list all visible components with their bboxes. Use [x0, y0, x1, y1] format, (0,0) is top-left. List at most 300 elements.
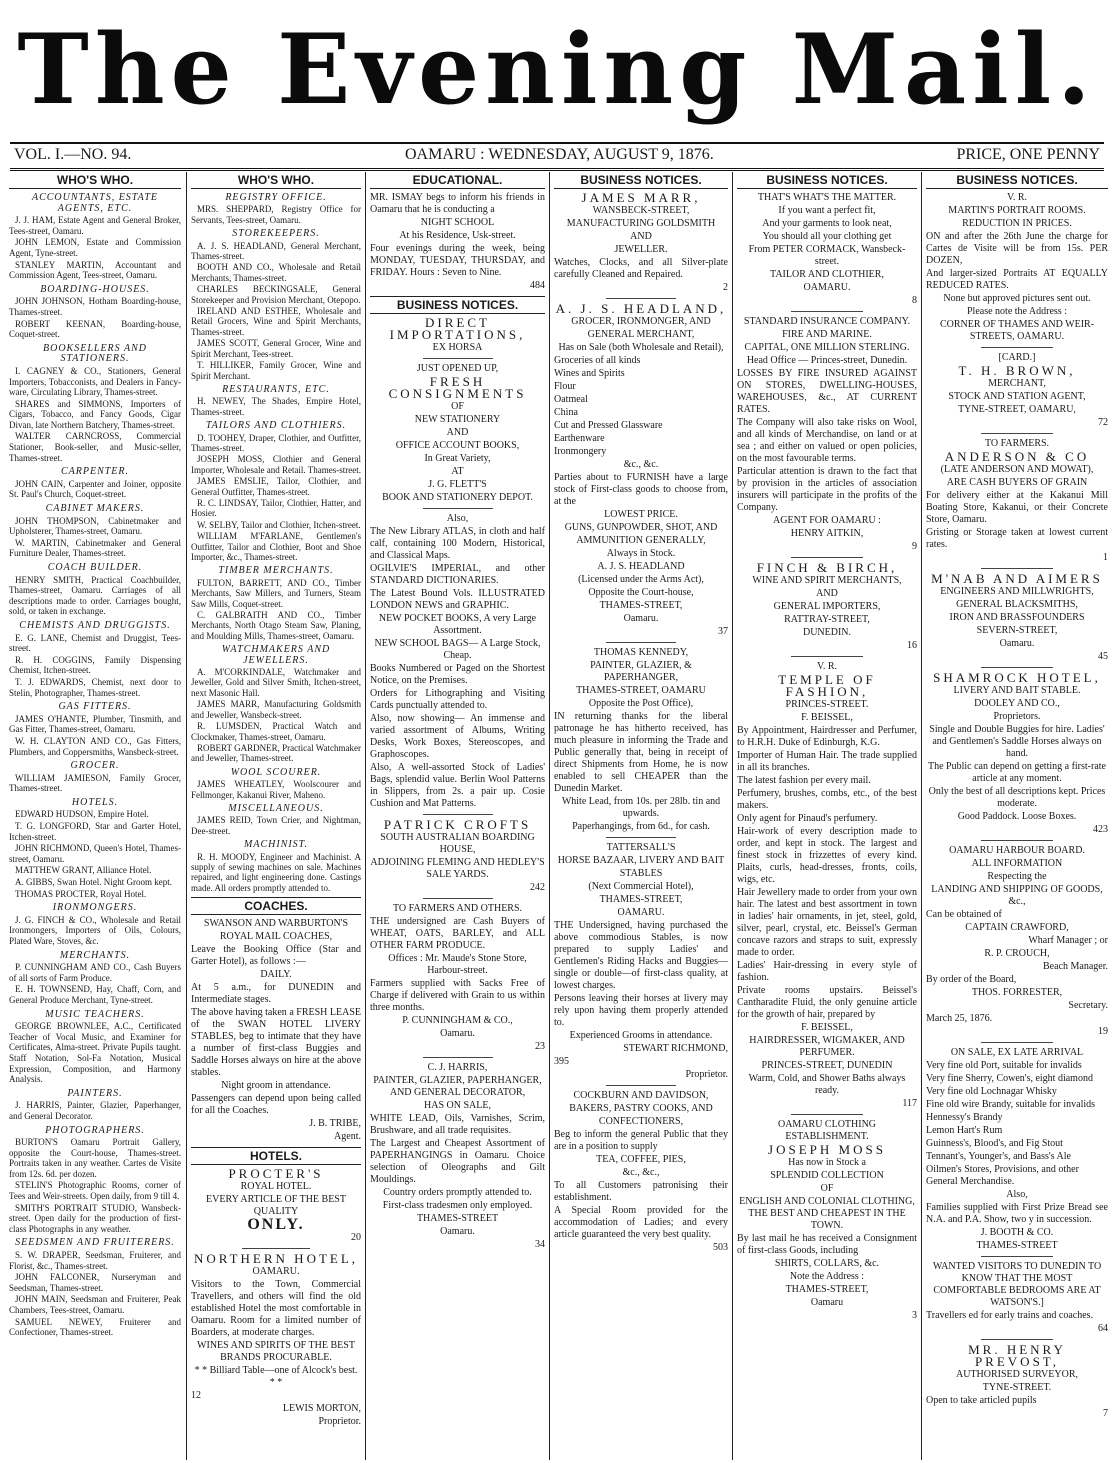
directory-entry: ROBERT GARDNER, Practical Watchmaker and Jeweller, Thames-street.	[191, 742, 361, 764]
divider	[423, 508, 493, 509]
divider	[791, 311, 863, 312]
advert-text: MERCHANT,	[988, 378, 1046, 389]
advert-title: OAMARU HARBOUR BOARD.	[949, 845, 1085, 856]
advert-number: 2	[723, 282, 728, 293]
directory-entry: J. HARRIS, Painter, Glazier, Paperhanger, and General Decorator.	[9, 1100, 181, 1121]
advert-text: THAMES-STREET,	[599, 600, 683, 611]
directory-entry: JOHN FALCONER, Nurseryman and Seedsman, Thames-street.	[9, 1272, 181, 1293]
directory-entry: W. MARTIN, Cabinetmaker and General Furniture Dealer, Thames-street.	[9, 537, 181, 559]
column-2-whos-who	[188, 172, 364, 1460]
advert-text: DAILY.	[260, 969, 292, 981]
advert-text: WINES AND SPIRITS OF THE BEST BRANDS PROCURABLE.	[197, 1340, 355, 1364]
directory-entry: ROBERT KEENAN, Boarding-house, Coquet-street.	[9, 318, 181, 340]
advert-text: ADJOINING FLEMING AND HEDLEY'S SALE YARDS.	[370, 857, 545, 880]
directory-entry: MATTHEW GRANT, Alliance Hotel.	[15, 865, 152, 876]
masthead-title: The Evening Mail.	[17, 13, 1097, 126]
advert-text: DUNEDIN.	[802, 627, 852, 638]
advert-text: Country orders promptly attended to.	[383, 1187, 532, 1198]
directory-entry: JAMES O'HANTE, Plumber, Tinsmith, and Gas Fitter, Thames-street, Oamaru.	[9, 713, 181, 735]
advert-text: Oamaru.	[999, 638, 1035, 649]
category-heading: PHOTOGRAPHERS.	[45, 1124, 145, 1136]
advert-text: Oilmen's Stores, Provisions, and other General Merchandise.	[926, 1164, 1079, 1187]
advert-text: CONFECTIONERS,	[598, 1116, 684, 1127]
advert-text: Good Paddock. Loose Boxes.	[957, 811, 1077, 822]
advert-text: CAPITAL, ONE MILLION STERLING.	[744, 342, 910, 353]
beissel-hairdresser-advert	[737, 661, 917, 1110]
advert-text: GENERAL MERCHANT,	[587, 329, 695, 340]
advert-text: (Next Commercial Hotel),	[588, 881, 694, 892]
divider	[981, 433, 1054, 434]
advert-text: THE undersigned are Cash Buyers of WHEAT, OATS, BARLEY, and ALL OTHER FARM PRODUCE.	[370, 916, 545, 951]
advert-text: DOOLEY AND CO.,	[974, 698, 1060, 709]
advert-title: PROCTER'S	[228, 1166, 324, 1182]
advert-subtitle: ROYAL HOTEL.	[240, 1181, 312, 1193]
advert-text: OFFICE ACCOUNT BOOKS,	[395, 440, 520, 451]
section-heading: BUSINESS NOTICES.	[737, 172, 917, 189]
advert-text: Passengers can depend upon being called for all the Coaches.	[191, 1093, 361, 1117]
advert-text: Families supplied with First Prize Bread see N.A. and P.A. Show, two y in succession.	[926, 1202, 1108, 1225]
advert-text: Also, A well-assorted Stock of Ladies' Bags, splendid value. Berlin Wool Patterns in Slippers, from 2s. a pair up. Cosie Cushion and Mat Patterns.	[370, 762, 545, 809]
advert-signature: THOS. FORRESTER,	[971, 987, 1063, 998]
advert-title: TO FARMERS AND OTHERS.	[392, 903, 523, 914]
category-heading: CARPENTER.	[60, 466, 130, 478]
advert-text: LIVERY AND BAIT STABLE.	[953, 685, 1081, 696]
advert-text: Cut and Pressed Glassware	[554, 420, 663, 431]
advert-text: Also,	[446, 513, 469, 524]
hotels-heading: HOTELS.	[191, 1147, 361, 1165]
advert-text: ONLY.	[247, 1216, 305, 1234]
advert-text: Watches, Clocks, and all Silver-plate carefully Cleaned and Repaired.	[554, 257, 728, 280]
advert-number: 16	[907, 640, 917, 651]
column-1-whos-who	[6, 172, 184, 1460]
tattersalls-advert	[554, 842, 728, 1081]
advert-text: SPLENDID COLLECTION	[770, 1170, 884, 1181]
category-heading: SEEDSMEN AND FRUITERERS.	[15, 1237, 175, 1249]
column-rule	[732, 172, 733, 1460]
advert-text: LANDING AND SHIPPING OF GOODS, &c.,	[931, 884, 1103, 907]
advert-text: Respecting the	[987, 871, 1047, 882]
advert-text: &c., &c.	[623, 459, 659, 470]
advert-text: FIRE AND MARINE.	[782, 329, 872, 340]
advert-text: STABLES	[619, 868, 663, 879]
advert-text: OAMARU.	[803, 282, 851, 293]
column-rule	[186, 172, 187, 1460]
advert-text: At 5 a.m., for DUNEDIN and Intermediate stages.	[191, 982, 361, 1006]
category-heading: CHEMISTS AND DRUGGISTS.	[19, 619, 171, 631]
directory-entry: E. G. LANE, Chemist and Druggist, Tees-street.	[9, 632, 181, 654]
directory-entry: JAMES REID, Town Crier, and Nightman, Dee-street.	[191, 815, 361, 836]
brown-merchant-advert	[926, 352, 1108, 429]
category-heading: MACHINIST.	[244, 839, 308, 851]
advert-text: Head Office — Princes-street, Dunedin.	[746, 355, 908, 366]
advert-text: THAMES-STREET,	[785, 1284, 869, 1295]
category-heading: GROCER.	[70, 760, 120, 772]
directory-entry: A. J. S. HEADLAND, General Merchant, Thames-street.	[191, 240, 361, 262]
advert-text: Experienced Grooms in attendance.	[569, 1030, 713, 1041]
advert-text: By Appointment, Hairdresser and Perfumer, to H.R.H. Duke of Edinburgh, K.G.	[737, 725, 917, 748]
advert-number: 72	[1098, 417, 1108, 428]
advert-title: JAMES MARR,	[581, 190, 701, 205]
advert-text: Very fine old Lochnagar Whisky	[926, 1086, 1057, 1097]
advert-number: 23	[535, 1041, 545, 1052]
section-heading: BUSINESS NOTICES.	[554, 172, 728, 189]
advert-title: PATRICK CROFTS	[383, 817, 532, 832]
advert-text: WHITE LEAD, Oils, Varnishes, Scrim, Brushware, and all trade requisites.	[370, 1113, 545, 1136]
advert-text: Only the best of all descriptions kept. Prices moderate.	[928, 786, 1106, 809]
advert-signature: P. CUNNINGHAM & CO.,	[402, 1015, 513, 1026]
advert-signature: J. B. TRIBE,	[309, 1118, 361, 1130]
advert-text: R. P. CROUCH,	[984, 948, 1050, 959]
finch-birch-advert	[737, 562, 917, 652]
advert-number: 9	[912, 541, 917, 552]
advert-title: MARTIN'S PORTRAIT ROOMS.	[948, 205, 1086, 216]
advert-text: RATTRAY-STREET,	[784, 614, 870, 625]
column-rule	[365, 172, 366, 1460]
prevost-surveyor-advert	[926, 1344, 1108, 1420]
category-heading: HOTELS.	[71, 796, 119, 808]
harbour-board-advert	[926, 845, 1108, 1038]
category-heading: ACCOUNTANTS, ESTATE AGENTS, ETC.	[31, 192, 159, 214]
advert-text: At his Residence, Usk-street.	[399, 230, 516, 241]
directory-entry: R. H. MOODY, Engineer and Machinist. A supply of sewing machines on sale. Machines repaired, and light engineering done. Castings made. All orders promptly attended to.	[191, 851, 361, 893]
advert-number: 8	[912, 295, 917, 306]
category-heading: REGISTRY OFFICE.	[225, 192, 327, 203]
cockburn-bakers-advert	[554, 1090, 728, 1254]
directory-entry: JOHN LEMON, Estate and Commission Agent, Tyne-street.	[9, 237, 181, 258]
advert-text: By order of the Board,	[926, 974, 1017, 985]
advert-text: Has now in Stock a	[788, 1157, 866, 1168]
category-heading: RESTAURANTS, ETC.	[222, 383, 330, 395]
directory-entry: J. G. FINCH & CO., Wholesale and Retail Ironmongers, Importers of Oils, Colours, Plated Ware, Stoves, &c.	[9, 914, 181, 946]
advert-text: AGENT FOR OAMARU :	[773, 515, 881, 526]
advert-text: Has on Sale (both Wholesale and Retail),	[558, 342, 724, 353]
category-heading: MUSIC TEACHERS.	[45, 1008, 145, 1020]
cormack-tailor-advert	[737, 192, 917, 307]
advert-text: MR. ISMAY begs to inform his friends in Oamaru that he is conducting a	[370, 192, 545, 215]
directory-entry: JOHN THOMPSON, Cabinetmaker and Upholsterer, Thames-street, Oamaru.	[9, 515, 181, 537]
advert-text: None but approved pictures sent out.	[943, 293, 1091, 304]
divider	[981, 347, 1054, 348]
category-heading: TAILORS AND CLOTHIERS.	[205, 420, 347, 432]
advert-text: ALL INFORMATION	[971, 858, 1063, 869]
advert-text: Perfumery, brushes, combs, etc., of the best makers.	[737, 788, 917, 811]
advert-text: Hair Jewellery made to order from your own hair. The latest and best assortment in town in ladies' hair ornaments, in jet, steel, gold, silver, pearl, crystal, etc. Beissel's German concave razors and straps to suit, expressly made to order.	[737, 887, 917, 958]
section-heading: WHO'S WHO.	[191, 172, 361, 189]
advert-subtitle: ROYAL MAIL COACHES,	[219, 931, 333, 943]
advert-text: Ironmongery	[554, 446, 607, 457]
advert-text: MANUFACTURING GOLDSMITH	[566, 218, 716, 229]
directory-entry: JOHN RICHMOND, Queen's Hotel, Thames-street, Oamaru.	[9, 843, 181, 864]
advert-title: JOSEPH MOSS	[768, 1142, 886, 1157]
advert-text: HAS ON SALE,	[424, 1100, 491, 1111]
advert-text: By last mail he has received a Consignment of first-class Goods, including	[737, 1233, 917, 1256]
advert-signature: LEWIS MORTON,	[282, 1403, 361, 1415]
section-heading: WHO'S WHO.	[9, 172, 181, 189]
directory-entry: BOOTH AND CO., Wholesale and Retail Merchants, Thames-street.	[191, 262, 361, 283]
advert-text: PAINTER, GLAZIER, & PAPERHANGER,	[590, 660, 692, 683]
advert-text: SEVERN-STREET,	[976, 625, 1058, 636]
advert-number: 1	[1103, 552, 1108, 563]
harris-painter-advert	[370, 1062, 545, 1251]
advert-text: REDUCTION IN PRICES.	[962, 218, 1072, 229]
advert-text: Persons leaving their horses at livery may rely upon having them properly attended to.	[554, 993, 728, 1028]
advert-text: China	[554, 407, 578, 418]
advert-text: BOOK AND STATIONERY DEPOT.	[382, 492, 533, 503]
divider	[981, 667, 1054, 668]
divider	[981, 568, 1054, 569]
advert-text: LOWEST PRICE.	[604, 509, 678, 520]
directory-entry: MRS. SHEPPARD, Registry Office for Servants, Tees-street, Oamaru.	[191, 204, 361, 225]
advert-text: The latest fashion per every mail.	[737, 775, 871, 786]
directory-entry: JAMES MARR, Manufacturing Goldsmith and Jeweller, Wansbeck-street.	[191, 699, 361, 720]
advert-text: Farmers supplied with Sacks Free of Charge if delivered with Grain to us within three months.	[370, 978, 545, 1013]
divider	[791, 557, 863, 558]
divider	[606, 642, 676, 643]
advert-text: AUTHORISED SURVEYOR,	[956, 1369, 1078, 1380]
advert-text: OF	[820, 1183, 834, 1194]
directory-entry: R. C. LINDSAY, Tailor, Clothier, Hatter, and Hosier.	[191, 497, 361, 519]
advert-text: Wharf Manager ; or	[1028, 935, 1108, 946]
directory-entry: W. H. CLAYTON AND CO., Gas Fitters, Plumbers, and Coppersmiths, Wansbeck-street.	[9, 735, 181, 757]
divider	[981, 840, 1054, 841]
advert-text: TYNE-STREET.	[982, 1382, 1052, 1393]
advert-number: 242	[530, 882, 545, 893]
directory-entry: SMITH'S PORTRAIT STUDIO, Wansbeck-street. Open daily for the production of first-class Photographs in any weather.	[9, 1202, 181, 1234]
advert-text: Warm, Cold, and Shower Baths always ready.	[748, 1073, 906, 1096]
advert-text: HAIRDRESSER, WIGMAKER, AND PERFUMER.	[749, 1035, 905, 1058]
advert-text: IRON AND BRASSFOUNDERS	[949, 612, 1085, 623]
advert-text: WANSBECK-STREET,	[592, 205, 690, 216]
advert-signature: Proprietor.	[685, 1069, 728, 1080]
advert-text: Ladies' Hair-dressing in every style of fashion.	[737, 960, 917, 983]
advert-text: The Largest and Cheapest Assortment of PAPERHANGINGS in Oamaru. Choice selection of Oleographs and Gilt Mouldings.	[370, 1138, 545, 1185]
advert-text: The Company will also take risks on Wool, and all kinds of Merchandise, on land or at sea ; and either on valued or open policies, on the most favourable terms.	[737, 417, 917, 464]
advert-number: 7	[1103, 1408, 1108, 1419]
advert-text: PRINCES-STREET.	[785, 699, 869, 710]
advert-text: Earthenware	[554, 433, 605, 444]
advert-text: LOSSES BY FIRE INSURED AGAINST ON STORES, DWELLING-HOUSES, WAREHOUSES, &c., AT CURRENT RATES.	[737, 368, 917, 415]
advert-text: * * Billiard Table—one of Alcock's best. * *	[194, 1365, 358, 1389]
advert-text: ON and after the 26th June the charge for Cartes de Visite will be from 15s. PER DOZEN,	[926, 231, 1108, 266]
divider	[423, 814, 493, 815]
advert-text: Hennessy's Brandy	[926, 1112, 1003, 1123]
directory-entry: JOHN MAIN, Seedsman and Fruiterer, Peak Chambers, Tees-street, Oamaru.	[9, 1294, 181, 1315]
advert-text: PAINTER, GLAZIER, PAPERHANGER, AND GENERAL DECORATOR,	[373, 1075, 542, 1098]
directory-entry: E. H. TOWNSEND, Hay, Chaff, Corn, and General Produce Merchant, Tyne-street.	[9, 984, 181, 1005]
advert-text: PRINCES-STREET, DUNEDIN	[761, 1060, 893, 1071]
advert-text: Four evenings during the week, being MONDAY, TUESDAY, THURSDAY, and FRIDAY. Hours : Seven to Nine.	[370, 243, 545, 278]
watsons-bedrooms-advert	[926, 1261, 1108, 1335]
advert-title: WANTED VISITORS TO DUNEDIN TO KNOW THAT THE MOST COMFORTABLE BEDROOMS ARE AT WATSON'S.]	[932, 1261, 1102, 1308]
advert-text: Wines and Spirits	[554, 368, 625, 379]
category-heading: WATCHMAKERS AND JEWELLERS.	[221, 644, 331, 666]
advert-title: ON SALE, EX LATE ARRIVAL	[950, 1047, 1084, 1058]
directory-entry: D. TOOHEY, Draper, Clothier, and Outfitter, Thames-street.	[191, 432, 361, 453]
advert-text: Note the Address :	[789, 1271, 865, 1282]
advert-text: STOCK AND STATION AGENT,	[948, 391, 1086, 402]
advert-text: Guinness's, Blood's, and Fig Stout	[926, 1138, 1063, 1149]
advert-text: THAMES-STREET	[976, 1240, 1058, 1251]
advert-text: SOUTH AUSTRALIAN BOARDING HOUSE,	[380, 832, 535, 855]
advert-title: THOMAS KENNEDY,	[593, 647, 689, 658]
advert-text: Only agent for Pinaud's perfumery.	[737, 813, 878, 824]
advert-text: First-class tradesmen only employed.	[382, 1200, 533, 1211]
advert-number: 12	[191, 1390, 201, 1402]
advert-text: NEW POCKET BOOKS, A very Large Assortment.	[378, 613, 537, 636]
advert-text: Single and Double Buggies for hire. Ladies' and Gentlemen's Saddle Horses always on hand.	[929, 724, 1105, 759]
hotels-advert	[191, 1168, 361, 1428]
advert-text: ENGINEERS AND MILLWRIGHTS,	[940, 586, 1094, 597]
directory-entry: FULTON, BARRETT, AND CO., Timber Merchants, Saw Millers, and Turners, Steam Saw Mills, Coquet-street.	[191, 577, 361, 609]
advert-text: Orders for Lithographing and Visiting Cards punctually attended to.	[370, 688, 545, 711]
advert-number: 64	[1098, 1323, 1108, 1334]
advert-text: Importer of Human Hair. The trade supplied in all its branches.	[737, 750, 917, 773]
advert-title: FINCH & BIRCH,	[756, 560, 898, 575]
advert-text: THE Undersigned, having purchased the above commodious Stables, is now prepared to supply Ladies' and Gentlemen's Riding Hacks and Buggies—single or double—of first-class quality, at lowest charges.	[554, 920, 728, 991]
directory-entry: I. CAGNEY & CO., Stationers, General Importers, Tobacconists, and Dealers in Fancy-ware, Circulating Library, Thames-street.	[9, 365, 181, 398]
advert-text: Offices : Mr. Maude's Stone Store, Harbour-street.	[388, 953, 527, 976]
advert-number: 484	[530, 280, 545, 291]
divider	[981, 1256, 1054, 1257]
advert-text: The above having taken a FRESH LEASE of the SWAN HOTEL LIVERY STABLES, beg to intimate that they have a number of first-class Buggies and Saddle Horses always on hire at the above stables.	[191, 1007, 361, 1079]
directory-entry: A. GIBBS, Swan Hotel. Night Groom kept.	[15, 877, 172, 888]
directory-entry: T. G. LONGFORD, Star and Garter Hotel, Itchen-street.	[9, 821, 181, 842]
directory-entry: STANLEY MARTIN, Accountant and Commission Agent, Tees-street, Oamaru.	[9, 259, 181, 281]
advert-text: Gristing or Storage taken at lowest current rates.	[926, 527, 1108, 550]
advert-text: CORNER OF THAMES AND WEIR-STREETS, OAMARU.	[939, 319, 1095, 342]
advert-text: A Special Room provided for the accommodation of Ladies; and every article guaranteed the very best quality.	[554, 1205, 728, 1240]
column-6-business-notices	[923, 172, 1111, 1460]
advert-text: In Great Variety,	[424, 453, 491, 464]
divider	[606, 837, 676, 838]
advert-title: COCKBURN AND DAVIDSON,	[573, 1090, 709, 1101]
directory-entry: P. CUNNINGHAM AND CO., Cash Buyers of all sorts of Farm Produce.	[9, 962, 181, 983]
advert-title: TEMPLE OF FASHION,	[778, 672, 876, 699]
category-heading: TIMBER MERCHANTS.	[218, 565, 334, 577]
advert-number: 395	[554, 1056, 569, 1067]
advert-text: GROCER, IRONMONGER, AND	[571, 316, 711, 327]
category-heading: COACH BUILDER.	[47, 562, 143, 573]
advert-signature: F. BEISSEL,	[801, 1022, 853, 1033]
advert-text: BAKERS, PASTRY COOKS, AND	[569, 1103, 713, 1114]
advert-signature: HENRY AITKIN,	[790, 528, 864, 539]
divider	[791, 1114, 863, 1115]
advert-title: MR. HENRY PREVOST,	[968, 1342, 1066, 1369]
category-heading: STOREKEEPERS.	[232, 228, 320, 240]
advert-text: WINE AND SPIRIT MERCHANTS,	[752, 575, 902, 586]
night-school-advert	[370, 192, 545, 292]
directory-entry: WILLIAM M'FARLANE, Gentlemen's Outfitter, Tailor and Clothier, Boot and Shoe Importer, &c., Thames-street.	[191, 531, 361, 562]
section-heading: BUSINESS NOTICES.	[926, 172, 1108, 189]
advert-text: The New Library ATLAS, in cloth and half calf, containing 100 Modern, Historical, and Classical Maps.	[370, 526, 545, 561]
advert-text: HORSE BAZAAR, LIVERY AND BAIT	[557, 855, 725, 866]
advert-number: 19	[1098, 1026, 1108, 1037]
advert-text: CAPTAIN CRAWFORD,	[965, 922, 1069, 933]
advert-text: Particular attention is drawn to the fact that by provision in the articles of association insurers will participate in the profits of the Company.	[737, 466, 917, 513]
advert-text: Lemon Hart's Rum	[926, 1125, 1003, 1136]
advert-signature: A. J. S. HEADLAND	[597, 561, 685, 572]
divider	[981, 1042, 1054, 1043]
advert-text: Please note the Address :	[967, 306, 1067, 317]
divider	[423, 358, 493, 359]
advert-text: Oamaru.	[440, 1028, 475, 1039]
advert-title: STANDARD INSURANCE COMPANY.	[743, 316, 911, 327]
divider	[242, 1248, 310, 1249]
advert-text: OGILVIE'S IMPERIAL, and other STANDARD DICTIONARIES.	[370, 563, 545, 586]
advert-number: 45	[1098, 651, 1108, 662]
advert-text: Oatmeal	[554, 394, 588, 405]
royal-crest-text: V. R.	[1006, 192, 1028, 203]
booth-wines-advert	[926, 1047, 1108, 1252]
cunningham-farmers-advert	[370, 903, 545, 1053]
shamrock-hotel-advert	[926, 672, 1108, 836]
directory-entry: T. HILLIKER, Family Grocer, Wine and Spirit Merchant.	[191, 360, 361, 381]
advert-text: GENERAL BLACKSMITHS,	[956, 599, 1078, 610]
advert-text: J. G. FLETT'S	[428, 479, 487, 490]
directory-entry: EDWARD HUDSON, Empire Hotel.	[15, 809, 149, 820]
advert-text: SHIRTS, COLLARS, &c.	[774, 1258, 880, 1269]
advert-text: And your garments to look neat,	[762, 218, 892, 229]
standard-insurance-advert	[737, 316, 917, 553]
category-heading: PAINTERS.	[67, 1087, 123, 1099]
advert-text: Books Numbered or Paged on the Shortest Notice, on the Premises.	[370, 663, 545, 686]
category-heading: CABINET MAKERS.	[45, 503, 145, 515]
directory-entry: H. NEWEY, The Shades, Empire Hotel, Thames-street.	[191, 396, 361, 417]
directory-entry: R. LUMSDEN, Practical Watch and Clockmaker, Thames-street, Oamaru.	[191, 721, 361, 742]
advert-title: C. J. HARRIS,	[427, 1062, 488, 1073]
directory-entry: J. J. HAM, Estate Agent and General Broker, Tees-street, Oamaru.	[9, 215, 181, 236]
advert-text: Leave the Booking Office (Star and Garter Hotel), as follows :—	[191, 944, 361, 968]
headland-grocer-advert	[554, 303, 728, 638]
kennedy-painter-advert	[554, 647, 728, 833]
royal-crest-text: V. R.	[816, 661, 838, 672]
crofts-boarding-house-advert	[370, 819, 545, 894]
advert-number: 423	[1093, 824, 1108, 835]
advert-signature: STEWART RICHMOND,	[623, 1043, 728, 1054]
advert-text: Also,	[1006, 1189, 1028, 1200]
directory-entry: BURTON'S Oamaru Portrait Gallery, opposite the Court-house, Thames-street. Portraits taken in any weather. Cartes de Visite from 12s. 6d. per dozen.	[9, 1137, 181, 1179]
section-heading: EDUCATIONAL.	[370, 172, 545, 189]
category-heading: IRONMONGERS.	[52, 902, 138, 914]
directory-entry: C. GALBRAITH AND CO., Timber Merchants, North Otago Steam Saw, Planing, and Moulding Mills, Thames-street, Oamaru.	[191, 610, 361, 641]
coaches-heading: COACHES.	[191, 897, 361, 915]
advert-text: Private rooms upstairs. Beissel's Cantharadite Fluid, the only genuine article for the growth of hair, prepared by	[737, 985, 917, 1020]
column-3-educational-business	[367, 172, 548, 1460]
advert-text: Oamaru.	[623, 613, 659, 624]
dateline	[10, 142, 1104, 171]
mnab-aimers-advert	[926, 573, 1108, 663]
advert-text: Secretary.	[1068, 1000, 1108, 1011]
advert-text: [CARD.]	[998, 352, 1036, 363]
advert-text: ARE CASH BUYERS OF GRAIN	[946, 477, 1088, 488]
advert-text: Always in Stock.	[606, 548, 676, 559]
advert-text: From PETER CORMACK, Wansbeck-street.	[748, 244, 906, 267]
directory-entry: THOMAS PROCTER, Royal Hotel.	[15, 888, 147, 899]
directory-entry: WILLIAM JAMIESON, Family Grocer, Thames-street.	[9, 772, 181, 794]
advert-title: A. J. S. HEADLAND,	[555, 301, 727, 316]
advert-number: 117	[902, 1098, 917, 1109]
column-5-business-notices	[734, 172, 920, 1460]
advert-title: OAMARU CLOTHING ESTABLISHMENT.	[777, 1119, 877, 1142]
advert-title: SWANSON AND WARBURTON'S	[203, 918, 349, 930]
advert-number: 503	[713, 1242, 728, 1253]
advert-text: Very fine Sherry, Cowen's, eight diamond	[926, 1073, 1093, 1084]
advert-text: Beach Manager.	[1043, 961, 1108, 972]
advert-text: OAMARU.	[617, 907, 665, 918]
advert-text: (LATE ANDERSON AND MOWAT),	[940, 464, 1094, 475]
advert-text: Oamaru	[810, 1297, 844, 1308]
advert-title: NIGHT SCHOOL	[420, 217, 495, 228]
